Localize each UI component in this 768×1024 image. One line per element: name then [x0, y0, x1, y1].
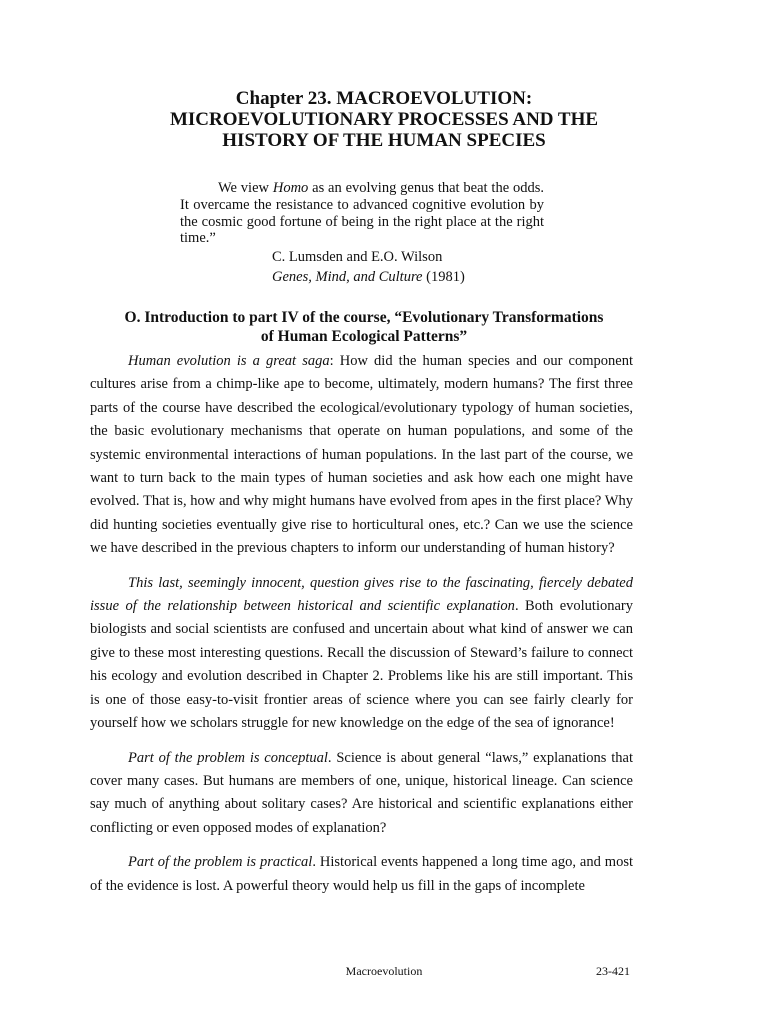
- epigraph-work-year: (1981): [422, 269, 465, 285]
- epigraph-quote: [180, 180, 544, 247]
- chapter-title-line-2: MICROEVOLUTIONARY PROCESSES AND THE: [169, 109, 599, 130]
- paragraph: [90, 851, 633, 898]
- paragraph-lead: Human evolution is a great saga: [128, 353, 330, 369]
- paragraph-lead: This last, seemingly innocent, question gives rise to the fascinating, fiercely debated issue of the relationship between historical and scientific explanation: [90, 574, 633, 615]
- epigraph-emphasis: Homo: [272, 180, 309, 196]
- section-heading-line-1: O. Introduction to part IV of the course, “Evolutionary Transformations: [124, 309, 604, 326]
- epigraph-text-start: We view: [218, 180, 273, 196]
- paragraph-lead: Part of the problem is practical: [128, 854, 313, 871]
- chapter-title-line-3: HISTORY OF THE HUMAN SPECIES: [222, 130, 546, 151]
- epigraph-text-end: as an evolving genus that beat the odds. It overcame the resistance to advanced cognitive evolution by the cosmic good fortune of being in the right place at the right time.”: [180, 180, 544, 247]
- epigraph-author: C. Lumsden and E.O. Wilson: [272, 249, 443, 265]
- chapter-title: [0, 88, 768, 151]
- paragraph: [90, 350, 633, 561]
- paragraph-text: . Science is about general “laws,” explanations that cover many cases. But humans are members of one, unique, historical lineage. Can science say much of anything about solitary cases? Are historical and scientific explanations either conflicting or even opposed modes of explanation?: [90, 749, 633, 836]
- section-heading-line-2: of Human Ecological Patterns”: [260, 328, 468, 345]
- epigraph-source: [272, 269, 465, 286]
- footer-running-title: Macroevolution: [345, 964, 423, 978]
- body-text: [90, 350, 633, 909]
- paragraph-lead: Part of the problem is conceptual: [128, 749, 328, 766]
- paragraph-text: . Both evolutionary biologists and social scientists are confused and uncertain about what kind of answer we can give to these most interesting questions. Recall the discussion of Steward’s failure to connect his ecology and evolution described in Chapter 2. Problems like his are still important. This is one of those easy-to-visit frontier areas of science where you can see fairly clearly for yourself how we scholars struggle for new knowledge on the edge of the sea of ignorance!: [90, 598, 633, 732]
- paragraph: [90, 572, 633, 736]
- section-heading: [90, 308, 638, 346]
- paragraph-text: . Historical events happened a long time ago, and most of the evidence is lost. A powerful theory would help us fill in the gaps of incomplete: [90, 854, 633, 894]
- footer-page-number: 23-421: [596, 964, 630, 978]
- epigraph-work-title: Genes, Mind, and Culture: [272, 269, 423, 285]
- paragraph-text: : How did the human species and our component cultures arise from a chimp-like ape to become, ultimately, modern humans? The first three parts of the course have described the ecological/evolutionary typology of human societies, the basic evolutionary mechanisms that operate on human populations, and some of the systemic environmental interactions of human populations. In the last part of the course, we want to turn back to the main types of human societies and ask how each one might have evolved. That is, how and why might humans have evolved from apes in the first place? Why did hunting societies eventually give rise to horticultural ones, etc.? Can we use the science we have described in the previous chapters to inform our understanding of human history?: [90, 353, 633, 557]
- chapter-title-line-1: Chapter 23. MACROEVOLUTION:: [235, 88, 533, 109]
- paragraph: [90, 747, 633, 841]
